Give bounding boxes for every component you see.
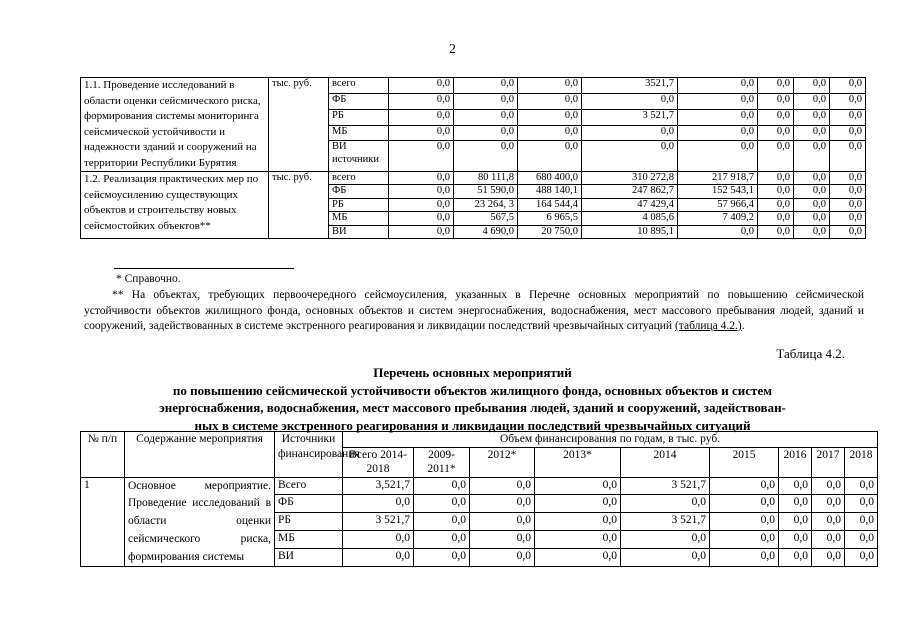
funding-source: всего	[329, 78, 389, 94]
amount-cell: 0,0	[794, 185, 830, 198]
amount-cell: 0,0	[678, 125, 758, 141]
amount-cell: 0,0	[518, 125, 582, 141]
funding-source: ВИ	[275, 549, 343, 567]
header-year: 2014	[621, 447, 710, 477]
amount-cell: 3 521,7	[343, 513, 414, 531]
funding-source: ВИ источники	[329, 141, 389, 172]
amount-cell: 0,0	[758, 185, 794, 198]
amount-cell: 0,0	[389, 78, 454, 94]
amount-cell: 3521,7	[582, 78, 678, 94]
funding-source: ФБ	[329, 185, 389, 198]
amount-cell: 0,0	[389, 198, 454, 211]
amount-cell: 0,0	[758, 198, 794, 211]
table-link[interactable]: (таблица 4.2.)	[674, 320, 742, 332]
measure-description: Основное мероприятие. Проведение исследований в области оценки сейсмического риска, формирования системы	[125, 477, 275, 567]
amount-cell: 0,0	[621, 549, 710, 567]
title-line: по повышению сейсмической устойчивости объектов жилищного фонда, основных объектов и систем	[172, 382, 773, 398]
amount-cell: 0,0	[830, 198, 866, 211]
header-year: 2018	[845, 447, 878, 477]
measure-unit: тыс. руб.	[269, 78, 329, 172]
amount-cell: 0,0	[845, 549, 878, 567]
amount-cell: 0,0	[779, 549, 812, 567]
amount-cell: 0,0	[454, 125, 518, 141]
amount-cell: 0,0	[710, 495, 779, 513]
amount-cell: 0,0	[454, 93, 518, 109]
header-year: 2015	[710, 447, 779, 477]
amount-cell: 0,0	[758, 172, 794, 185]
amount-cell: 0,0	[535, 495, 621, 513]
header-year: 2013*	[535, 447, 621, 477]
amount-cell: 0,0	[343, 495, 414, 513]
amount-cell: 0,0	[830, 78, 866, 94]
amount-cell: 0,0	[470, 549, 535, 567]
amount-cell: 0,0	[343, 549, 414, 567]
header-source: Источники финансирования	[275, 432, 343, 478]
header-group: Объем финансирования по годам, в тыс. руб.	[343, 432, 878, 448]
amount-cell: 0,0	[794, 172, 830, 185]
header-year: 2012*	[470, 447, 535, 477]
amount-cell: 0,0	[678, 93, 758, 109]
amount-cell: 0,0	[389, 225, 454, 238]
amount-cell: 217 918,7	[678, 172, 758, 185]
amount-cell: 0,0	[414, 477, 470, 495]
amount-cell: 20 750,0	[518, 225, 582, 238]
amount-cell: 0,0	[518, 93, 582, 109]
amount-cell: 0,0	[845, 495, 878, 513]
amount-cell: 247 862,7	[582, 185, 678, 198]
amount-cell: 51 590,0	[454, 185, 518, 198]
amount-cell: 488 140,1	[518, 185, 582, 198]
measure-unit: тыс. руб.	[269, 172, 329, 239]
amount-cell: 0,0	[454, 109, 518, 125]
amount-cell: 0,0	[389, 185, 454, 198]
table-row	[81, 477, 878, 495]
table-title	[80, 364, 865, 434]
table-row	[81, 172, 866, 185]
footnote-reference: * Справочно.	[116, 273, 181, 285]
amount-cell: 0,0	[678, 141, 758, 172]
amount-cell: 152 543,1	[678, 185, 758, 198]
amount-cell: 0,0	[794, 109, 830, 125]
amount-cell: 0,0	[794, 212, 830, 225]
title-line: Перечень основных мероприятий	[373, 365, 572, 380]
header-year: 2009-2011*	[414, 447, 470, 477]
amount-cell: 0,0	[470, 513, 535, 531]
amount-cell: 0,0	[758, 225, 794, 238]
amount-cell: 0,0	[794, 78, 830, 94]
amount-cell: 0,0	[535, 549, 621, 567]
footnote-seismic	[84, 288, 864, 335]
amount-cell: 164 544,4	[518, 198, 582, 211]
amount-cell: 80 111,8	[454, 172, 518, 185]
amount-cell: 0,0	[812, 495, 845, 513]
amount-cell: 3 521,7	[621, 477, 710, 495]
amount-cell: 0,0	[454, 141, 518, 172]
amount-cell: 3 521,7	[582, 109, 678, 125]
amount-cell: 0,0	[621, 531, 710, 549]
amount-cell: 0,0	[678, 225, 758, 238]
amount-cell: 0,0	[470, 495, 535, 513]
table-body	[81, 78, 866, 239]
funding-source: РБ	[329, 109, 389, 125]
amount-cell: 0,0	[389, 125, 454, 141]
amount-cell: 0,0	[758, 109, 794, 125]
funding-source: РБ	[275, 513, 343, 531]
amount-cell: 0,0	[414, 531, 470, 549]
amount-cell: 0,0	[758, 141, 794, 172]
amount-cell: 0,0	[812, 477, 845, 495]
table-body	[81, 477, 878, 567]
funding-source: ВИ	[329, 225, 389, 238]
amount-cell: 0,0	[845, 531, 878, 549]
amount-cell: 0,0	[845, 477, 878, 495]
amount-cell: 10 895,1	[582, 225, 678, 238]
amount-cell: 0,0	[535, 531, 621, 549]
amount-cell: 0,0	[779, 531, 812, 549]
amount-cell: 0,0	[343, 531, 414, 549]
amount-cell: 0,0	[779, 513, 812, 531]
funding-source: всего	[329, 172, 389, 185]
amount-cell: 0,0	[389, 212, 454, 225]
amount-cell: 3 521,7	[621, 513, 710, 531]
amount-cell: 0,0	[830, 141, 866, 172]
amount-cell: 567,5	[454, 212, 518, 225]
amount-cell: 0,0	[812, 513, 845, 531]
amount-cell: 0,0	[710, 513, 779, 531]
amount-cell: 0,0	[414, 495, 470, 513]
funding-source: ФБ	[275, 495, 343, 513]
title-line: энергоснабжения, водоснабжения, мест массового пребывания людей, зданий и сооружений, задействован-	[159, 400, 786, 415]
amount-cell: 0,0	[794, 125, 830, 141]
amount-cell: 680 400,0	[518, 172, 582, 185]
title-line: ных в системе экстренного реагирования и ликвидации последствий чрезвычайных ситуаций	[194, 417, 751, 433]
amount-cell: 0,0	[758, 93, 794, 109]
amount-cell: 0,0	[414, 549, 470, 567]
funding-source: МБ	[329, 212, 389, 225]
amount-cell: 0,0	[830, 172, 866, 185]
amount-cell: 0,0	[779, 477, 812, 495]
amount-cell: 0,0	[454, 78, 518, 94]
funding-source: РБ	[329, 198, 389, 211]
row-number: 1	[81, 477, 125, 567]
amount-cell: 0,0	[678, 109, 758, 125]
amount-cell: 0,0	[794, 141, 830, 172]
amount-cell: 0,0	[389, 172, 454, 185]
amount-cell: 0,0	[582, 93, 678, 109]
amount-cell: 0,0	[812, 549, 845, 567]
amount-cell: 0,0	[845, 513, 878, 531]
amount-cell: 0,0	[414, 513, 470, 531]
funding-source: МБ	[275, 531, 343, 549]
amount-cell: 4 690,0	[454, 225, 518, 238]
amount-cell: 0,0	[470, 477, 535, 495]
amount-cell: 57 966,4	[678, 198, 758, 211]
amount-cell: 0,0	[518, 109, 582, 125]
funding-source: МБ	[329, 125, 389, 141]
amount-cell: 0,0	[758, 212, 794, 225]
amount-cell: 23 264, 3	[454, 198, 518, 211]
amount-cell: 47 429,4	[582, 198, 678, 211]
amount-cell: 0,0	[621, 495, 710, 513]
amount-cell: 0,0	[518, 141, 582, 172]
amount-cell: 0,0	[794, 225, 830, 238]
amount-cell: 0,0	[582, 141, 678, 172]
footnote-end: .	[741, 320, 745, 332]
amount-cell: 0,0	[830, 125, 866, 141]
funding-source: ФБ	[329, 93, 389, 109]
footnote-divider	[114, 268, 294, 269]
amount-cell: 0,0	[678, 78, 758, 94]
amount-cell: 0,0	[582, 125, 678, 141]
footnote-text: ** На объектах, требующих первоочередного сейсмоусиления, указанных в Перечне основных мероприятий по повышению сейсмической устойчивости объектов жилищного фонда, основных объектов и систем энергоснабжения, водоснабжения, мест массового пребывания людей, зданий и сооружений, задействованных в системе экстренного реагирования и ликвидации последствий чрезвычайных ситуаций	[84, 289, 864, 332]
funding-source: Всего	[275, 477, 343, 495]
amount-cell: 0,0	[389, 109, 454, 125]
amount-cell: 0,0	[812, 531, 845, 549]
amount-cell: 0,0	[779, 495, 812, 513]
amount-cell: 310 272,8	[582, 172, 678, 185]
amount-cell: 3,521,7	[343, 477, 414, 495]
amount-cell: 0,0	[794, 93, 830, 109]
financing-table-continued	[80, 77, 866, 239]
amount-cell: 0,0	[535, 477, 621, 495]
header-num: № п/п	[81, 432, 125, 478]
header-year: 2017	[812, 447, 845, 477]
amount-cell: 0,0	[389, 141, 454, 172]
measure-description: 1.1. Проведение исследований в области оценки сейсмического риска, формирования системы мониторинга сейсмической устойчивости и надежности зданий и сооружений на территории Республики Бурятия	[81, 78, 269, 172]
table-label: Таблица 4.2.	[776, 346, 845, 361]
amount-cell: 0,0	[830, 93, 866, 109]
amount-cell: 0,0	[830, 212, 866, 225]
amount-cell: 0,0	[710, 477, 779, 495]
amount-cell: 0,0	[389, 93, 454, 109]
amount-cell: 0,0	[830, 185, 866, 198]
amount-cell: 0,0	[518, 78, 582, 94]
amount-cell: 0,0	[830, 109, 866, 125]
measure-description: 1.2. Реализация практических мер по сейсмоусилению существующих объектов и строительству новых сейсмостойких объектов**	[81, 172, 269, 239]
amount-cell: 0,0	[710, 549, 779, 567]
amount-cell: 4 085,6	[582, 212, 678, 225]
amount-cell: 0,0	[535, 513, 621, 531]
amount-cell: 0,0	[470, 531, 535, 549]
amount-cell: 0,0	[758, 78, 794, 94]
measures-table	[80, 431, 878, 567]
table-row	[81, 78, 866, 94]
header-year: 2016	[779, 447, 812, 477]
amount-cell: 0,0	[830, 225, 866, 238]
amount-cell: 0,0	[710, 531, 779, 549]
amount-cell: 6 965,5	[518, 212, 582, 225]
page-number: 2	[449, 42, 456, 57]
amount-cell: 0,0	[758, 125, 794, 141]
header-content: Содержание мероприятия	[125, 432, 275, 478]
header-year: Всего 2014-2018	[343, 447, 414, 477]
amount-cell: 0,0	[794, 198, 830, 211]
amount-cell: 7 409,2	[678, 212, 758, 225]
